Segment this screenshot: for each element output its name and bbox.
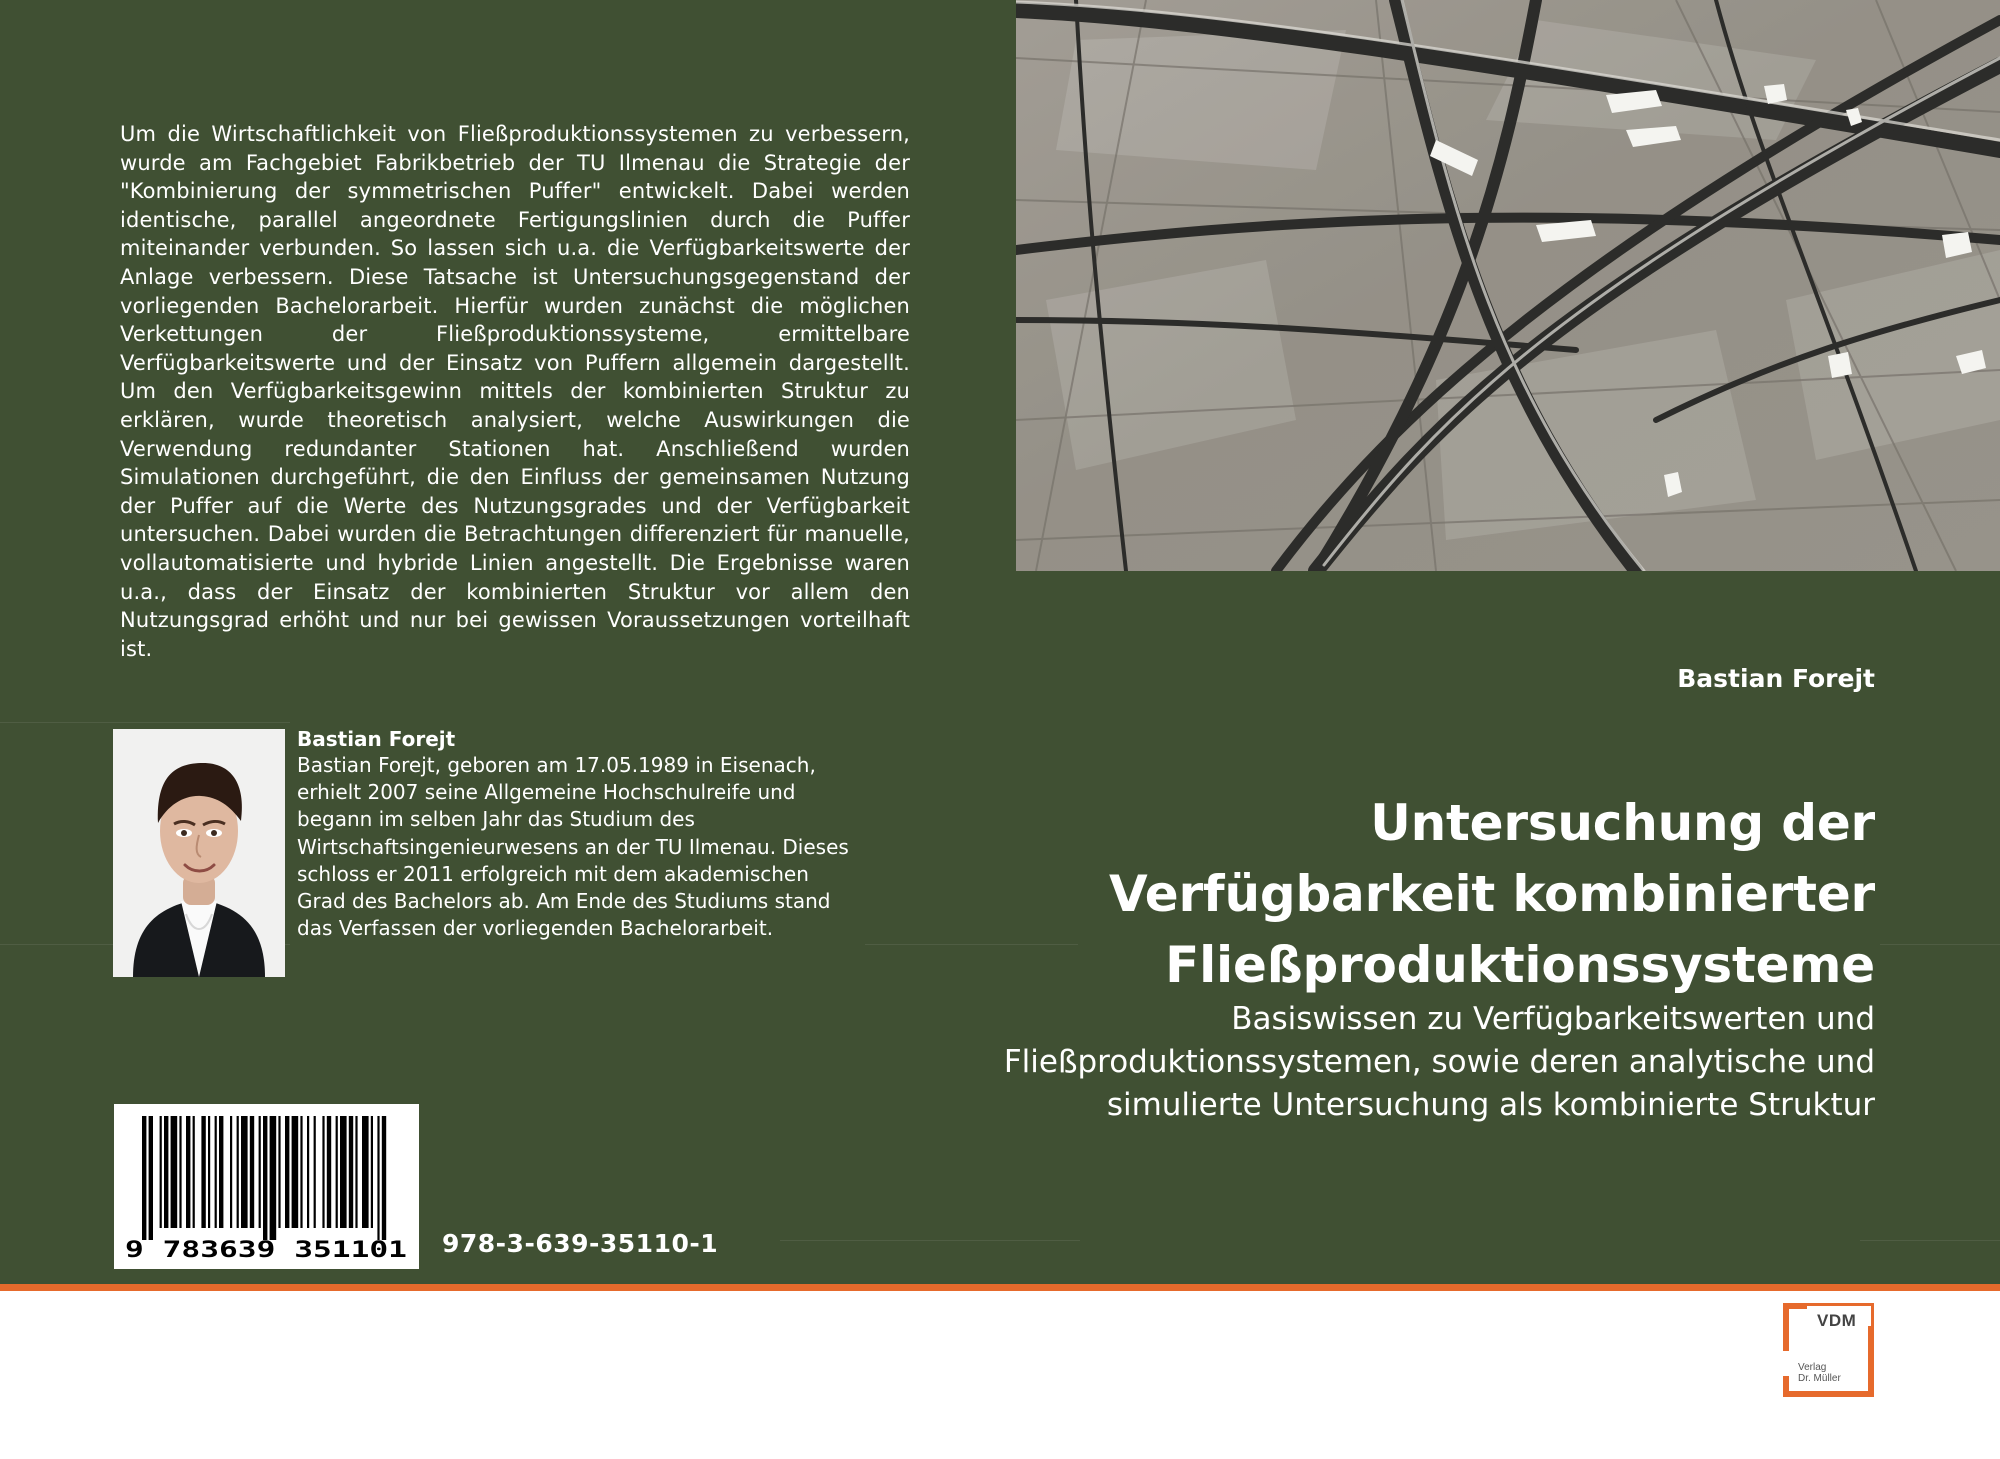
author-biography: Bastian Forejt, geboren am 17.05.1989 in Eisenach, erhielt 2007 seine Allgemeine Hochschulreife und begann im selben Jahr das Studium des Wirtschaftsingenieurwesens an der TU Ilmenau. Dieses schloss er 2011 erfolgreich mit dem akademischen Grad des Bachelors ab. Am Ende des Studiums stand das Verfassen der vorliegenden Bachelorarbeit.: [297, 753, 849, 941]
bio-author-name: Bastian Forejt: [297, 727, 456, 751]
book-subtitle: Basiswissen zu Verfügbarkeitswerten und Fließproduktionssystemen, sowie deren analytische und simulierte Untersuchung als kombinierte Struktur: [1003, 1001, 1875, 1123]
barcode-graphic: [114, 1104, 419, 1269]
isbn-barcode: [114, 1104, 419, 1269]
barcode-bar: [307, 1116, 309, 1228]
barcode-bar: [270, 1116, 277, 1240]
logo-verlag-line: Verlag: [1798, 1362, 1827, 1373]
barcode-bar: [285, 1116, 289, 1228]
barcode-bar: [349, 1116, 353, 1228]
barcode-bar: [164, 1116, 168, 1228]
barcode-bar: [215, 1116, 217, 1228]
author-portrait-image: [113, 729, 285, 977]
barcode-bar: [340, 1116, 347, 1228]
front-author-name: Bastian Forejt: [1677, 664, 1875, 693]
barcode-bar: [300, 1116, 302, 1228]
barcode-bar: [377, 1116, 379, 1240]
barcode-bar: [371, 1116, 373, 1228]
barcode-bar: [278, 1116, 280, 1228]
cover-photo-runway: [1016, 0, 2000, 571]
decorative-rule: [1880, 944, 2000, 945]
decorative-rule: [780, 1240, 1080, 1241]
barcode-bar: [193, 1116, 195, 1228]
barcode-bar: [322, 1116, 324, 1228]
runway-image: [1016, 0, 2000, 571]
barcode-bar: [336, 1116, 338, 1228]
publisher-logo: [1783, 1303, 1874, 1397]
isbn-number: 978-3-639-35110-1: [442, 1229, 719, 1258]
barcode-bar: [263, 1116, 267, 1240]
barcode-bar: [327, 1116, 331, 1228]
barcode-bar: [186, 1116, 190, 1228]
barcode-bar: [382, 1116, 386, 1240]
barcode-bar: [208, 1116, 210, 1228]
barcode-bar: [171, 1116, 178, 1228]
barcode-bar: [179, 1116, 181, 1228]
back-cover-blurb: Um die Wirtschaftlichkeit von Fließproduktionssystemen zu verbessern, wurde am Fachgebiet Fabrikbetrieb der TU Ilmenau die Strategie der "Kombinierung der symmetrischen Puffer" entwickelt. Dabei werden identische, parallel angeordnete Fertigungslinien durch die Puffer miteinander verbunden. So lassen sich u.a. die Verfügbarkeitswerte der Anlage verbessern. Diese Tatsache ist Untersuchungsgegenstand der vorliegenden Bachelorarbeit. Hierfür wurden zunächst die möglichen Verkettungen der Fließproduktionssysteme, ermittelbare Verfügbarkeitswerte und der Einsatz von Puffern allgemein dargestellt. Um den Verfügbarkeitsgewinn mittels der kombinierten Struktur zu erklären, wurde theoretisch analysiert, welche Auswirkungen die Verwendung redundanter Stationen hat. Anschließend wurden Simulationen durchgeführt, die den Einfluss der gemeinsamen Nutzung der Puffer auf die Werte des Nutzungsgrades und der Verfügbarkeit untersuchen. Dabei wurden die Betrachtungen differenziert für manuelle, vollautomatisierte und hybride Linien angestellt. Die Ergebnisse waren u.a., dass der Einsatz der kombinierten Struktur vor allem den Nutzungsgrad erhöht und nur bei gewissen Voraussetzungen vorteilhaft ist.: [120, 122, 910, 661]
barcode-bar: [149, 1116, 153, 1240]
barcode-bar: [314, 1116, 316, 1228]
decorative-rule: [0, 722, 290, 723]
vdm-logo-text: VDM: [1817, 1311, 1857, 1330]
barcode-bar: [142, 1116, 146, 1240]
barcode-bar: [237, 1116, 239, 1228]
barcode-bar: [355, 1116, 357, 1228]
barcode-bar: [219, 1116, 223, 1228]
barcode-bar: [230, 1116, 232, 1228]
barcode-number: 9 783639 351101: [125, 1238, 407, 1263]
decorative-rule: [1860, 1240, 2000, 1241]
barcode-bar: [160, 1116, 162, 1228]
barcode-bar: [292, 1116, 299, 1228]
author-photo: [113, 729, 285, 977]
logo-publisher-line: Dr. Müller: [1798, 1373, 1841, 1384]
orange-accent-band: [0, 1284, 2000, 1291]
barcode-bar: [362, 1116, 369, 1228]
barcode-bar: [259, 1116, 261, 1228]
barcode-bar: [201, 1116, 205, 1228]
vdm-logo-subtitle: [1798, 1362, 1841, 1384]
barcode-bar: [241, 1116, 248, 1228]
book-title: Untersuchung der Verfügbarkeit kombinierter Fließproduktionssysteme: [1109, 794, 1875, 994]
barcode-bar: [250, 1116, 254, 1228]
